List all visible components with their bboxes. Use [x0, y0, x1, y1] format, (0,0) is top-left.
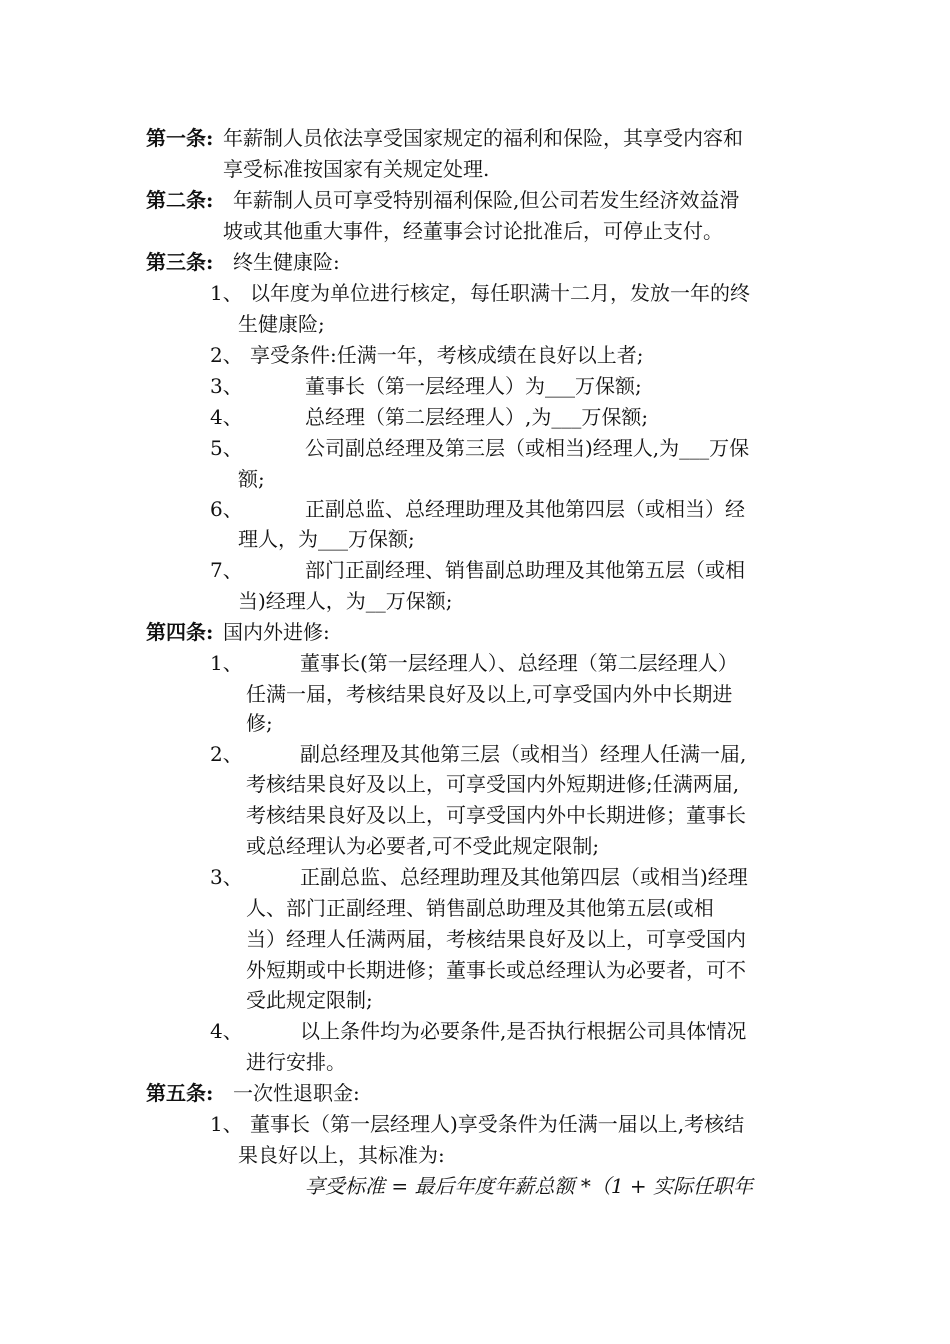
list-item-text: 果良好以上，其标准为: — [238, 1143, 445, 1167]
list-item-text: 正副总监、总经理助理及其他第四层（或相当)经理 — [300, 865, 748, 889]
list-item-text: 或总经理认为必要者,可不受此规定限制; — [246, 834, 600, 858]
formula-line: 享受标准 = 最后年度年薪总额 *（1 + 实际任职年 — [305, 1174, 754, 1198]
article-4-title: 国内外进修: — [223, 620, 330, 644]
article-2-line-1: 年薪制人员可享受特别福利保险,但公司若发生经济效益滑 — [233, 188, 740, 212]
list-item-text: 部门正副经理、销售副总助理及其他第五层（或相 — [305, 558, 745, 582]
list-item-text: 生健康险; — [238, 312, 325, 336]
article-5-heading: 第五条: — [146, 1081, 214, 1105]
list-item-text: 当)经理人，为__万保额; — [238, 589, 453, 613]
list-item-number: 4、 — [210, 405, 243, 429]
list-item-number: 4、 — [210, 1019, 243, 1043]
list-item-number: 7、 — [210, 558, 243, 582]
list-item-number: 1、 — [210, 281, 243, 305]
list-item-number: 2、 — [210, 742, 243, 766]
list-item-text: 理人，为___万保额; — [238, 527, 415, 551]
list-item-text: 外短期或中长期进修；董事长或总经理认为必要者，可不 — [246, 958, 746, 982]
list-item-text: 任满一届，考核结果良好及以上,可享受国内外中长期进 — [246, 682, 733, 706]
article-5-title: 一次性退职金: — [233, 1081, 360, 1105]
list-item-text: 董事长(第一层经理人）、总经理（第二层经理人） — [300, 651, 738, 675]
list-item-text: 公司副总经理及第三层（或相当)经理人,为___万保 — [305, 436, 750, 460]
list-item-text: 正副总监、总经理助理及其他第四层（或相当）经 — [305, 497, 745, 521]
list-item-number: 3、 — [210, 865, 243, 889]
article-4-heading: 第四条: — [146, 620, 214, 644]
list-item-text: 副总经理及其他第三层（或相当）经理人任满一届, — [300, 742, 747, 766]
list-item-text: 受此规定限制; — [246, 988, 373, 1012]
list-item-text: 当）经理人任满两届，考核结果良好及以上，可享受国内 — [246, 927, 746, 951]
list-item-text: 以年度为单位进行核定，每任职满十二月，发放一年的终 — [250, 281, 750, 305]
list-item-number: 3、 — [210, 374, 243, 398]
list-item-text: 修; — [246, 711, 273, 735]
list-item-text: 额; — [238, 467, 265, 491]
list-item-number: 2、 — [210, 343, 243, 367]
list-item-number: 1、 — [210, 1112, 243, 1136]
list-item-text: 人、部门正副经理、销售副总助理及其他第五层(或相 — [246, 896, 714, 920]
list-item-text: 进行安排。 — [246, 1050, 346, 1074]
article-2-heading: 第二条: — [146, 188, 214, 212]
list-item-number: 6、 — [210, 497, 243, 521]
article-1-line-2: 享受标准按国家有关规定处理. — [223, 157, 490, 181]
article-3-title: 终生健康险: — [233, 250, 340, 274]
list-item-text: 享受条件:任满一年，考核成绩在良好以上者; — [250, 343, 644, 367]
list-item-text: 总经理（第二层经理人）,为___万保额; — [305, 405, 649, 429]
article-1-heading: 第一条: — [146, 126, 214, 150]
list-item-text: 以上条件均为必要条件,是否执行根据公司具体情况 — [300, 1019, 747, 1043]
article-1-line-1: 年薪制人员依法享受国家规定的福利和保险，其享受内容和 — [223, 126, 743, 150]
list-item-text: 董事长（第一层经理人)享受条件为任满一届以上,考核结 — [250, 1112, 745, 1136]
list-item-text: 考核结果良好及以上，可享受国内外短期进修;任满两届, — [246, 772, 740, 796]
list-item-text: 董事长（第一层经理人）为___万保额; — [305, 374, 642, 398]
article-3-heading: 第三条: — [146, 250, 214, 274]
list-item-number: 1、 — [210, 651, 243, 675]
list-item-number: 5、 — [210, 436, 243, 460]
list-item-text: 考核结果良好及以上，可享受国内外中长期进修；董事长 — [246, 803, 746, 827]
article-2-line-2: 坡或其他重大事件，经董事会讨论批准后，可停止支付。 — [223, 219, 723, 243]
